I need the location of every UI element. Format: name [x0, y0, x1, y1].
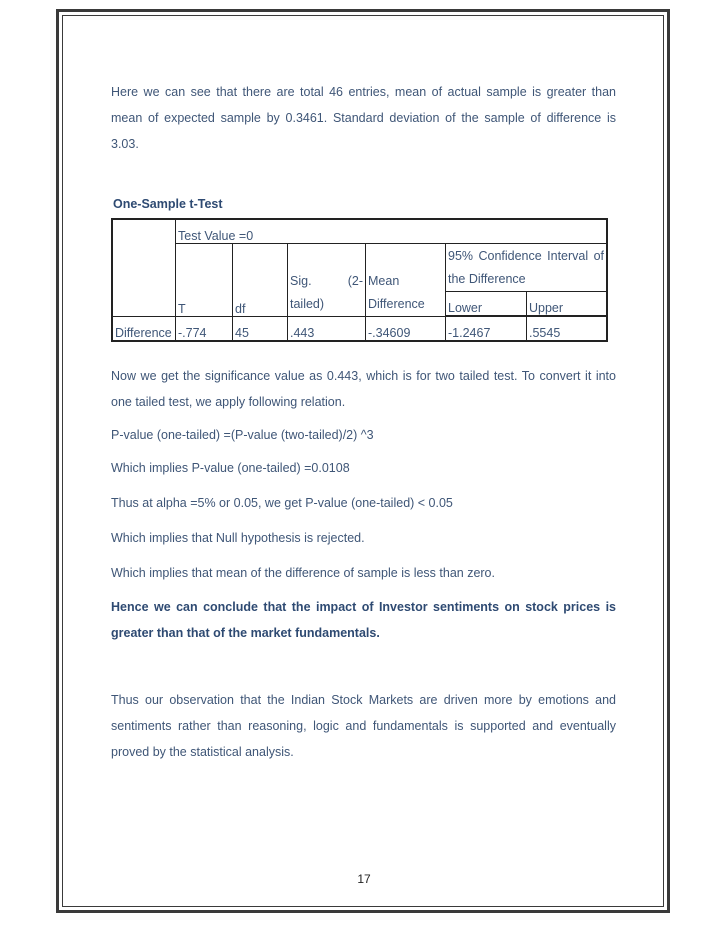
row-label-difference: Difference — [112, 316, 176, 341]
col-header-upper: Upper — [527, 292, 608, 317]
conclusion-paragraph: Hence we can conclude that the impact of Investor sentiments on stock prices is greater than that of the market fundamentals. — [111, 600, 616, 640]
mean-difference-less-than-zero: Which implies that mean of the difference of sample is less than zero. — [111, 566, 495, 580]
cell-lower: -1.2467 — [446, 316, 527, 341]
alpha-comparison: Thus at alpha =5% or 0.05, we get P-value (one-tailed) < 0.05 — [111, 496, 453, 510]
col-header-lower: Lower — [446, 292, 527, 317]
col-header-confidence-interval: 95% Confidence Interval of the Difference — [446, 244, 608, 292]
test-value-cell: Test Value =0 — [176, 219, 608, 244]
cell-t: -.774 — [176, 316, 233, 341]
p-value-relation: P-value (one-tailed) =(P-value (two-tailed)/2) ^3 — [111, 428, 374, 442]
table-row — [112, 316, 607, 341]
intro-paragraph: Here we can see that there are total 46 entries, mean of actual sample is greater than mean of expected sample by 0.3461. Standard deviation of the sample of difference is 3.03. — [111, 85, 616, 151]
col-header-t: T — [176, 244, 233, 317]
table-title: One-Sample t-Test — [113, 197, 223, 211]
final-observation-paragraph: Thus our observation that the Indian Stock Markets are driven more by emotions and sentiments rather than reasoning, logic and fundamentals is supported and eventually proved by the statistical analysis. — [111, 693, 616, 759]
cell-df: 45 — [233, 316, 288, 341]
cell-mean-difference: -.34609 — [366, 316, 446, 341]
significance-paragraph: Now we get the significance value as 0.443, which is for two tailed test. To convert it into one tailed test, we apply following relation. — [111, 369, 616, 409]
col-header-sig: Sig. (2- tailed) — [288, 244, 366, 317]
page-number: 17 — [357, 872, 371, 886]
p-value-result: Which implies P-value (one-tailed) =0.0108 — [111, 461, 350, 475]
cell-sig: .443 — [288, 316, 366, 341]
col-header-mean-difference: Mean Difference — [366, 244, 446, 317]
col-header-df: df — [233, 244, 288, 317]
null-hypothesis-rejected: Which implies that Null hypothesis is rejected. — [111, 531, 365, 545]
one-sample-t-test-table — [111, 218, 608, 342]
cell-upper: .5545 — [527, 316, 608, 341]
